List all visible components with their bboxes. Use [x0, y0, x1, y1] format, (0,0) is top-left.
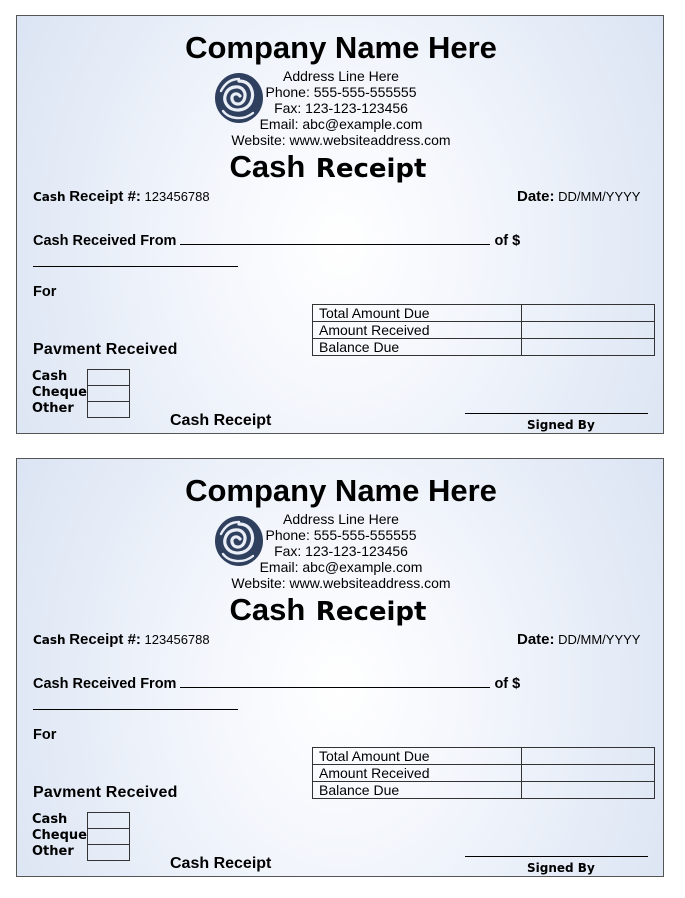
website-line: Website: www.websiteaddress.com [231, 575, 451, 591]
total-amount-due-label: Total Amount Due [313, 305, 522, 322]
received-from-label: Cash Received From [33, 233, 177, 249]
amounts-table [312, 304, 655, 356]
footer-title: Cash Receipt [170, 855, 272, 872]
payment-method-labels [32, 369, 87, 417]
received-from-field[interactable] [180, 675, 490, 688]
method-cheque-checkbox[interactable] [87, 385, 130, 402]
signed-by-label: Signed By [527, 861, 595, 875]
title-receipt: Receipt [315, 154, 427, 184]
footer-title: Cash Receipt [170, 412, 272, 429]
received-from-row [33, 232, 520, 250]
amounts-table [312, 747, 655, 799]
date-value[interactable]: DD/MM/YYYY [558, 632, 641, 647]
method-other-label: Other [32, 401, 74, 416]
total-amount-due-label: Total Amount Due [313, 748, 522, 765]
received-from-field[interactable] [180, 232, 490, 245]
amount-received-field[interactable] [522, 765, 655, 782]
contact-block [17, 511, 665, 591]
receipt-title [17, 150, 639, 186]
method-cheque-checkbox[interactable] [87, 828, 130, 845]
fax-line: Fax: 123-123-123456 [274, 543, 408, 559]
total-amount-due-field[interactable] [522, 748, 655, 765]
receipt-number-value[interactable]: 123456788 [144, 189, 210, 204]
payment-method-labels [32, 812, 87, 860]
method-other-checkbox[interactable] [87, 401, 130, 418]
amount-received-label: Amount Received [313, 765, 522, 782]
signature-line[interactable] [465, 856, 648, 857]
phone-line: Phone: 555-555-555555 [265, 84, 417, 100]
receipt-number-label-a: Cash [33, 633, 66, 647]
phone-line: Phone: 555-555-555555 [265, 527, 417, 543]
signed-by-label: Signed By [527, 418, 595, 432]
company-name: Company Name Here [185, 30, 497, 65]
method-cash-label: Cash [32, 369, 68, 384]
receipt-number [33, 187, 210, 207]
amount-received-label: Amount Received [313, 322, 522, 339]
for-label: For [33, 727, 57, 743]
receipt-number-value[interactable]: 123456788 [144, 632, 210, 647]
method-cheque-label: Cheque [32, 828, 87, 843]
received-from-continuation-line[interactable] [33, 266, 238, 267]
method-other-checkbox[interactable] [87, 844, 130, 861]
table-row [313, 339, 655, 356]
amount-received-field[interactable] [522, 322, 655, 339]
receipt-number-label-b: Receipt #: [69, 631, 141, 648]
receipt-form-2 [16, 458, 664, 877]
method-cash-checkbox[interactable] [87, 812, 130, 829]
method-other-label: Other [32, 844, 74, 859]
date-label: Date: [517, 188, 555, 205]
received-from-row [33, 675, 520, 693]
received-from-continuation-line[interactable] [33, 709, 238, 710]
of-dollar-label: of $ [494, 676, 521, 692]
address-line: Address Line Here [283, 68, 399, 84]
table-row [313, 322, 655, 339]
receipt-date [517, 187, 640, 207]
website-line: Website: www.websiteaddress.com [231, 132, 451, 148]
table-row [313, 305, 655, 322]
payment-received-label: Pavment Received [33, 341, 178, 358]
email-line: Email: abc@example.com [259, 559, 423, 575]
payment-received-label: Pavment Received [33, 784, 178, 801]
table-row [313, 748, 655, 765]
method-cash-checkbox[interactable] [87, 369, 130, 386]
receipt-title [17, 593, 639, 629]
contact-block [17, 68, 665, 148]
total-amount-due-field[interactable] [522, 305, 655, 322]
balance-due-field[interactable] [522, 782, 655, 799]
receipt-number-label-a: Cash [33, 190, 66, 204]
title-cash: Cash [229, 592, 306, 627]
receipt-number-label-b: Receipt #: [69, 188, 141, 205]
title-receipt: Receipt [315, 597, 427, 627]
address-line: Address Line Here [283, 511, 399, 527]
table-row [313, 765, 655, 782]
for-label: For [33, 284, 57, 300]
table-row [313, 782, 655, 799]
fax-line: Fax: 123-123-123456 [274, 100, 408, 116]
of-dollar-label: of $ [494, 233, 521, 249]
payment-method-boxes [87, 812, 130, 860]
title-cash: Cash [229, 149, 306, 184]
signature-line[interactable] [465, 413, 648, 414]
receipt-number [33, 630, 210, 650]
date-label: Date: [517, 631, 555, 648]
receipt-date [517, 630, 640, 650]
received-from-label: Cash Received From [33, 676, 177, 692]
method-cash-label: Cash [32, 812, 68, 827]
email-line: Email: abc@example.com [259, 116, 423, 132]
date-value[interactable]: DD/MM/YYYY [558, 189, 641, 204]
balance-due-label: Balance Due [313, 782, 522, 799]
balance-due-label: Balance Due [313, 339, 522, 356]
company-name: Company Name Here [185, 473, 497, 508]
payment-method-boxes [87, 369, 130, 417]
method-cheque-label: Cheque [32, 385, 87, 400]
balance-due-field[interactable] [522, 339, 655, 356]
receipt-form-1 [16, 15, 664, 434]
